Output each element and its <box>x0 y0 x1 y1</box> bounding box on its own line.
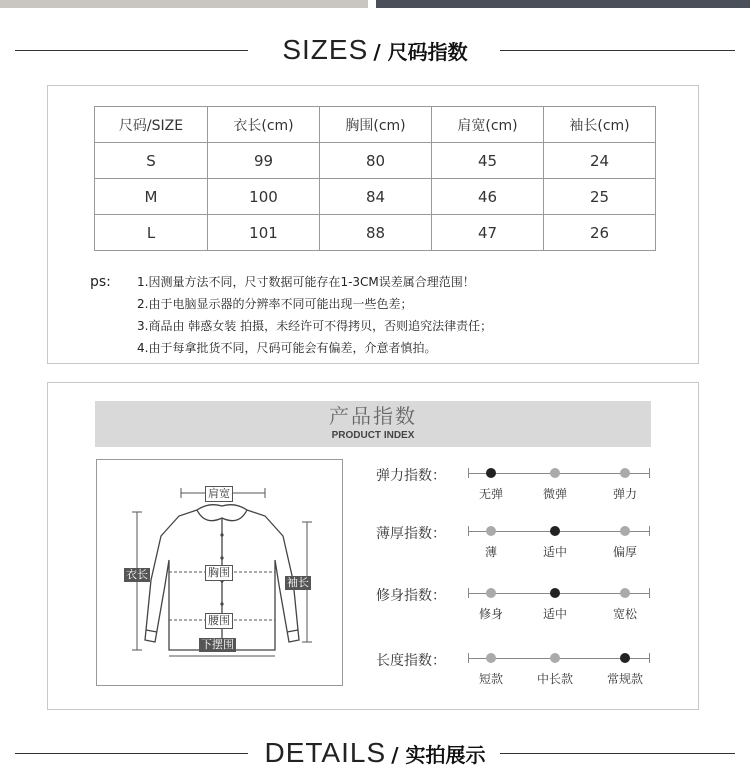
scale-dot-selected <box>550 526 560 536</box>
scale-dot <box>486 653 496 663</box>
label-sleeve: 袖长 <box>287 576 309 589</box>
product-index-title-en: PRODUCT INDEX <box>331 430 415 441</box>
scale-dot <box>550 653 560 663</box>
index-scale <box>468 473 650 501</box>
option-label: 中长款 <box>536 672 574 686</box>
photo-strip-left <box>0 0 368 8</box>
label-shoulder: 肩宽 <box>205 486 233 502</box>
option-label: 短款 <box>478 672 504 686</box>
scale-dot <box>486 588 496 598</box>
scale-dot <box>620 526 630 536</box>
scale-tick <box>468 653 469 663</box>
option-label: 弹力 <box>612 487 638 501</box>
scale-dot <box>620 588 630 598</box>
option-label: 薄 <box>484 545 498 559</box>
scale-dot-selected <box>620 653 630 663</box>
note-item: 4.由于每拿批货不同，尺码可能会有偏差，介意者慎拍。 <box>137 341 437 355</box>
measurement-diagram <box>96 459 343 686</box>
scale-dot <box>486 526 496 536</box>
index-name: 长度指数： <box>376 653 446 669</box>
option-label: 常规款 <box>606 672 644 686</box>
option-label: 微弹 <box>542 487 568 501</box>
scale-tick <box>649 653 650 663</box>
table-cell: 24 <box>544 143 656 179</box>
col-header-chest: 胸围(cm) <box>320 107 432 143</box>
label-waist: 腰围 <box>205 613 233 629</box>
scale-dot <box>550 468 560 478</box>
scale-tick <box>649 468 650 478</box>
note-item: 2.由于电脑显示器的分辨率不同可能出现一些色差； <box>137 297 413 311</box>
table-cell: M <box>95 179 208 215</box>
table-cell: 45 <box>432 143 544 179</box>
table-cell: 99 <box>208 143 320 179</box>
scale-tick <box>468 526 469 536</box>
table-cell: 25 <box>544 179 656 215</box>
scale-dot-selected <box>550 588 560 598</box>
label-length: 衣长 <box>126 568 148 581</box>
details-title-cn: / 实拍展示 <box>391 743 486 767</box>
col-header-size: 尺码/SIZE <box>95 107 208 143</box>
sizes-title-cn: / 尺码指数 <box>373 40 468 64</box>
table-cell: 101 <box>208 215 320 251</box>
header-rule-right <box>500 753 735 754</box>
size-table-header <box>95 107 656 143</box>
scale-tick <box>468 588 469 598</box>
option-label: 适中 <box>542 607 568 621</box>
option-label: 修身 <box>478 607 504 621</box>
details-section-header <box>0 733 750 773</box>
sizes-section-header <box>0 30 750 70</box>
index-name: 薄厚指数： <box>376 526 446 542</box>
note-item: 1.因测量方法不同，尺寸数据可能存在1-3CM误差属合理范围！ <box>137 275 475 289</box>
top-photo-strip <box>0 0 750 8</box>
note-item: 3.商品由 韩惑女装 拍摄，未经许可不得拷贝，否则追究法律责任； <box>137 319 493 333</box>
table-cell: 47 <box>432 215 544 251</box>
index-scale <box>468 593 650 621</box>
table-row <box>95 143 656 179</box>
index-name: 弹力指数： <box>376 468 446 484</box>
scale-tick <box>649 526 650 536</box>
table-cell: 100 <box>208 179 320 215</box>
header-rule-right <box>500 50 735 51</box>
table-cell: 46 <box>432 179 544 215</box>
index-scale <box>468 658 650 686</box>
col-header-length: 衣长(cm) <box>208 107 320 143</box>
col-header-shoulder: 肩宽(cm) <box>432 107 544 143</box>
details-title-en: DETAILS <box>264 737 387 768</box>
table-cell: 84 <box>320 179 432 215</box>
scale-tick <box>468 468 469 478</box>
index-name: 修身指数： <box>376 588 446 604</box>
photo-strip-right <box>376 0 750 8</box>
table-row <box>95 215 656 251</box>
option-label: 适中 <box>542 545 568 559</box>
table-cell: 88 <box>320 215 432 251</box>
table-cell: L <box>95 215 208 251</box>
label-chest: 胸围 <box>205 565 233 581</box>
table-cell: 80 <box>320 143 432 179</box>
table-cell: 26 <box>544 215 656 251</box>
notes-list <box>137 271 492 359</box>
notes-prefix: ps: <box>90 274 111 290</box>
table-cell: S <box>95 143 208 179</box>
scale-tick <box>649 588 650 598</box>
index-scale <box>468 531 650 559</box>
label-hem: 下摆围 <box>201 638 234 651</box>
option-label: 偏厚 <box>612 545 638 559</box>
option-label: 无弹 <box>478 487 504 501</box>
product-index-title-cn: 产品指数 <box>329 404 417 428</box>
table-row <box>95 179 656 215</box>
sizes-title-en: SIZES <box>282 34 369 65</box>
scale-dot <box>620 468 630 478</box>
scale-dot-selected <box>486 468 496 478</box>
col-header-sleeve: 袖长(cm) <box>544 107 656 143</box>
option-label: 宽松 <box>612 607 638 621</box>
product-index-banner <box>95 401 651 447</box>
size-table <box>94 106 656 251</box>
